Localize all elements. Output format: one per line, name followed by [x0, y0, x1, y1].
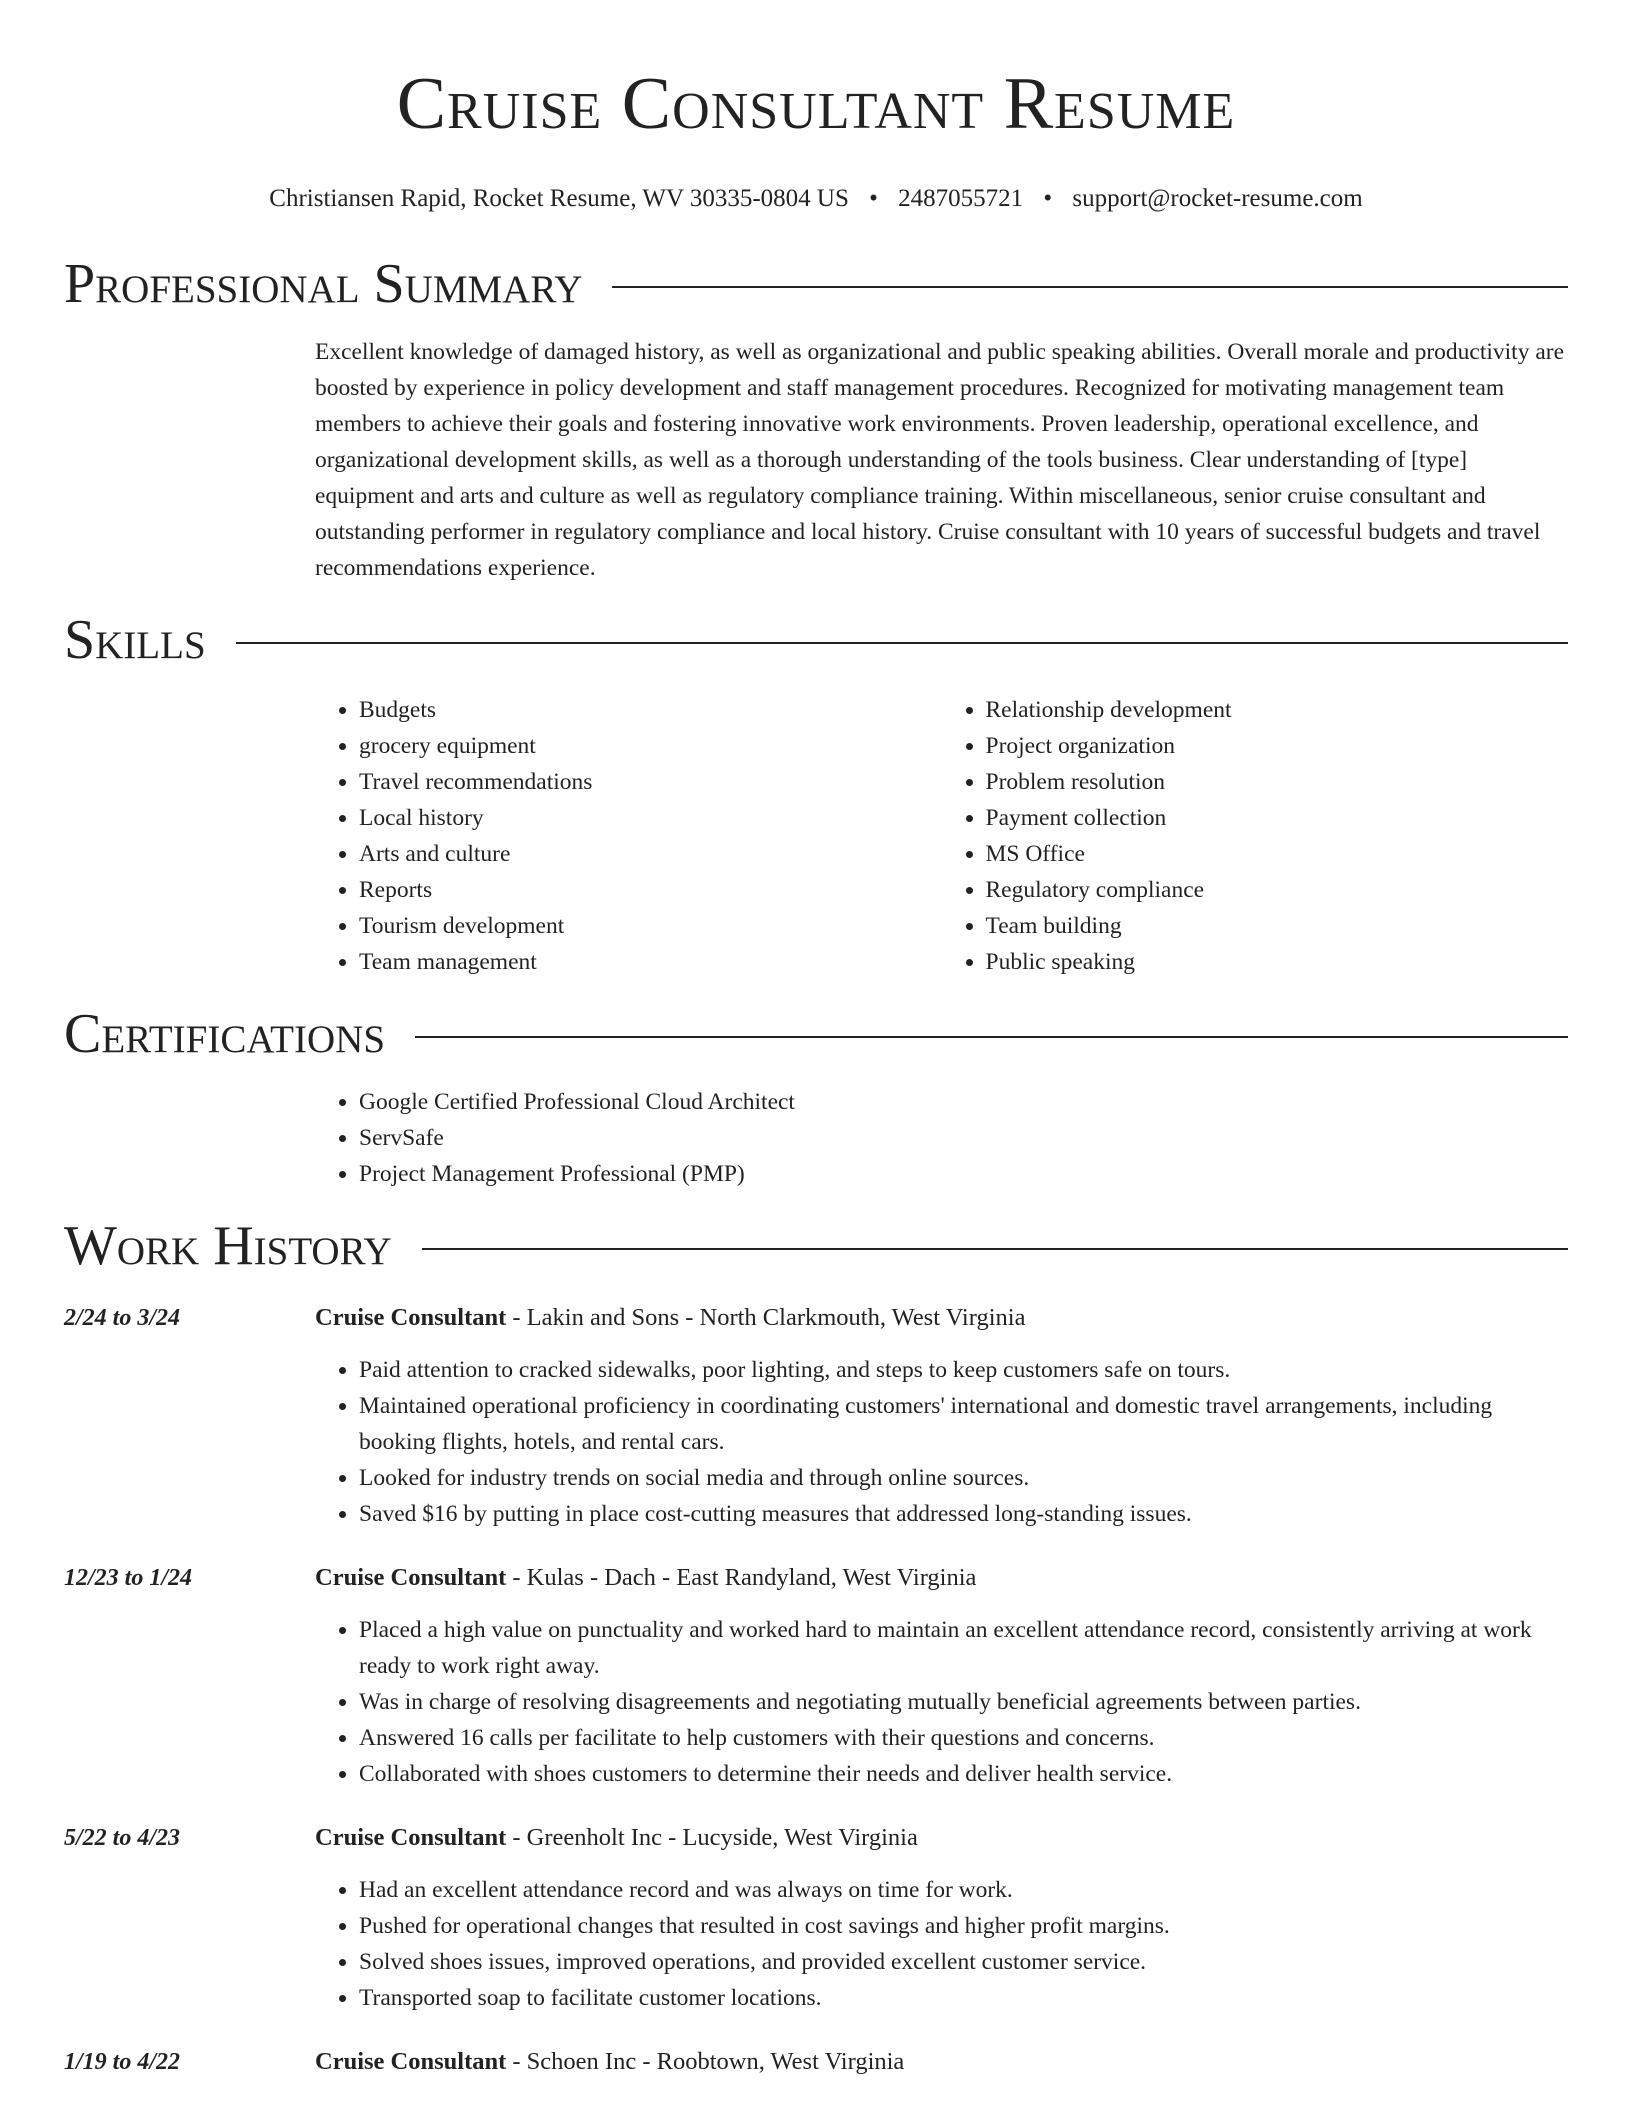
skill-item: • Regulatory compliance	[986, 872, 1569, 908]
skill-item: • Reports	[359, 872, 942, 908]
job-details	[315, 1300, 1568, 1532]
skill-item: • Problem resolution	[986, 764, 1569, 800]
job-heading	[315, 2044, 1568, 2080]
job-bullet: • Transported soap to facilitate customer locations.	[359, 1980, 1568, 2016]
skill-item: • Local history	[359, 800, 942, 836]
job-company-location: - Schoen Inc - Roobtown, West Virginia	[506, 2048, 905, 2075]
summary-section-header	[64, 252, 1568, 316]
certifications-section-header	[64, 1002, 1568, 1066]
section-divider	[236, 642, 1568, 644]
job-bullet: • Collaborated with shoes customers to determine their needs and deliver health service.	[359, 1756, 1568, 1792]
job-bullet: • Pushed for operational changes that resulted in cost savings and higher profit margins.	[359, 1908, 1568, 1944]
job-dates: 5/22 to 4/23	[64, 1825, 181, 1851]
section-divider	[422, 1248, 1568, 1250]
work-heading: Work History	[64, 1215, 392, 1277]
contact-phone: 2487055721	[898, 185, 1024, 212]
job-heading	[315, 1300, 1568, 1336]
job-heading	[315, 1560, 1568, 1596]
work-history-list	[64, 1300, 1568, 2080]
skill-item: • Travel recommendations	[359, 764, 942, 800]
job-bullets	[315, 1352, 1568, 1532]
job-bullet: • Maintained operational proficiency in coordinating customers' international and domestic travel arrangements, including booking flights, hotels, and rental cars.	[359, 1388, 1568, 1460]
job-title: Cruise Consultant	[315, 1304, 507, 1331]
job-details	[315, 1560, 1568, 1792]
certification-item: • Project Management Professional (PMP)	[359, 1156, 1568, 1192]
certification-item: • Google Certified Professional Cloud Architect	[359, 1084, 1568, 1120]
job-bullet: • Paid attention to cracked sidewalks, poor lighting, and steps to keep customers safe on tours.	[359, 1352, 1568, 1388]
job-company-location: - Lakin and Sons - North Clarkmouth, West Virginia	[506, 1304, 1026, 1331]
certifications-heading: Certifications	[64, 1003, 386, 1065]
job-entry	[64, 1560, 1568, 1792]
skill-item: • Relationship development	[986, 692, 1569, 728]
skill-item: • Payment collection	[986, 800, 1569, 836]
job-details	[315, 2044, 1568, 2080]
skills-list	[315, 692, 1568, 980]
job-title: Cruise Consultant	[315, 2048, 507, 2075]
skill-item: • Team building	[986, 908, 1569, 944]
skills-heading: Skills	[64, 609, 206, 671]
job-heading	[315, 1820, 1568, 1856]
skills-section-header	[64, 608, 1568, 672]
job-dates: 1/19 to 4/22	[64, 2049, 181, 2075]
page-title: Cruise Consultant Resume	[396, 63, 1236, 145]
skill-item: • Project organization	[986, 728, 1569, 764]
job-dates: 12/23 to 1/24	[64, 1565, 193, 1591]
certifications-list	[315, 1084, 1568, 1192]
contact-separator: •	[869, 185, 878, 212]
job-bullet: • Answered 16 calls per facilitate to help customers with their questions and concerns.	[359, 1720, 1568, 1756]
skill-item: • MS Office	[986, 836, 1569, 872]
job-entry	[64, 2044, 1568, 2080]
job-entry	[64, 1820, 1568, 2016]
job-company-location: - Kulas - Dach - East Randyland, West Virginia	[506, 1564, 977, 1591]
job-details	[315, 1820, 1568, 2016]
work-section-header	[64, 1214, 1568, 1278]
skill-item: • Budgets	[359, 692, 942, 728]
section-divider	[415, 1036, 1568, 1038]
job-bullet: • Solved shoes issues, improved operations, and provided excellent customer service.	[359, 1944, 1568, 1980]
skill-item: • Arts and culture	[359, 836, 942, 872]
skill-item: • Team management	[359, 944, 942, 980]
contact-line	[64, 184, 1568, 214]
job-bullet: • Had an excellent attendance record and was always on time for work.	[359, 1872, 1568, 1908]
summary-heading: Professional Summary	[64, 253, 583, 315]
skills-left-column	[315, 692, 942, 980]
contact-separator: •	[1043, 185, 1053, 212]
job-bullets	[315, 1612, 1568, 1792]
job-bullet: • Looked for industry trends on social media and through online sources.	[359, 1460, 1568, 1496]
job-dates: 2/24 to 3/24	[64, 1305, 181, 1331]
skill-item: • Public speaking	[986, 944, 1569, 980]
summary-text: Excellent knowledge of damaged history, as well as organizational and public speaking abilities. Overall morale and productivity are boosted by experience in policy development and staff management procedures. Recognized for motivating management team members to achieve their goals and fostering innovative work environments. Proven leadership, operational excellence, and organizational development skills, as well as a thorough understanding of the tools business. Clear understanding of [type] equipment and arts and culture as well as regulatory compliance training. Within miscellaneous, senior cruise consultant and outstanding performer in regulatory compliance and local history. Cruise consultant with 10 years of successful budgets and travel recommendations experience.	[315, 339, 1565, 581]
job-company-location: - Greenholt Inc - Lucyside, West Virginia	[506, 1824, 918, 1851]
skills-right-column	[942, 692, 1569, 980]
skill-item: • grocery equipment	[359, 728, 942, 764]
certification-item: • ServSafe	[359, 1120, 1568, 1156]
job-bullets	[315, 1872, 1568, 2016]
section-divider	[612, 286, 1568, 288]
certifications-items	[315, 1084, 1568, 1192]
skill-item: • Tourism development	[359, 908, 942, 944]
job-entry	[64, 1300, 1568, 1532]
contact-address: Christiansen Rapid, Rocket Resume, WV 30335-0804 US	[269, 185, 849, 212]
job-title: Cruise Consultant	[315, 1824, 507, 1851]
job-bullet: • Placed a high value on punctuality and worked hard to maintain an excellent attendance record, consistently arriving at work ready to work right away.	[359, 1612, 1568, 1684]
job-title: Cruise Consultant	[315, 1564, 507, 1591]
contact-email: support@rocket-resume.com	[1072, 185, 1363, 212]
job-bullet: • Was in charge of resolving disagreements and negotiating mutually beneficial agreements between parties.	[359, 1684, 1568, 1720]
job-bullet: • Saved $16 by putting in place cost-cutting measures that addressed long-standing issues.	[359, 1496, 1568, 1532]
